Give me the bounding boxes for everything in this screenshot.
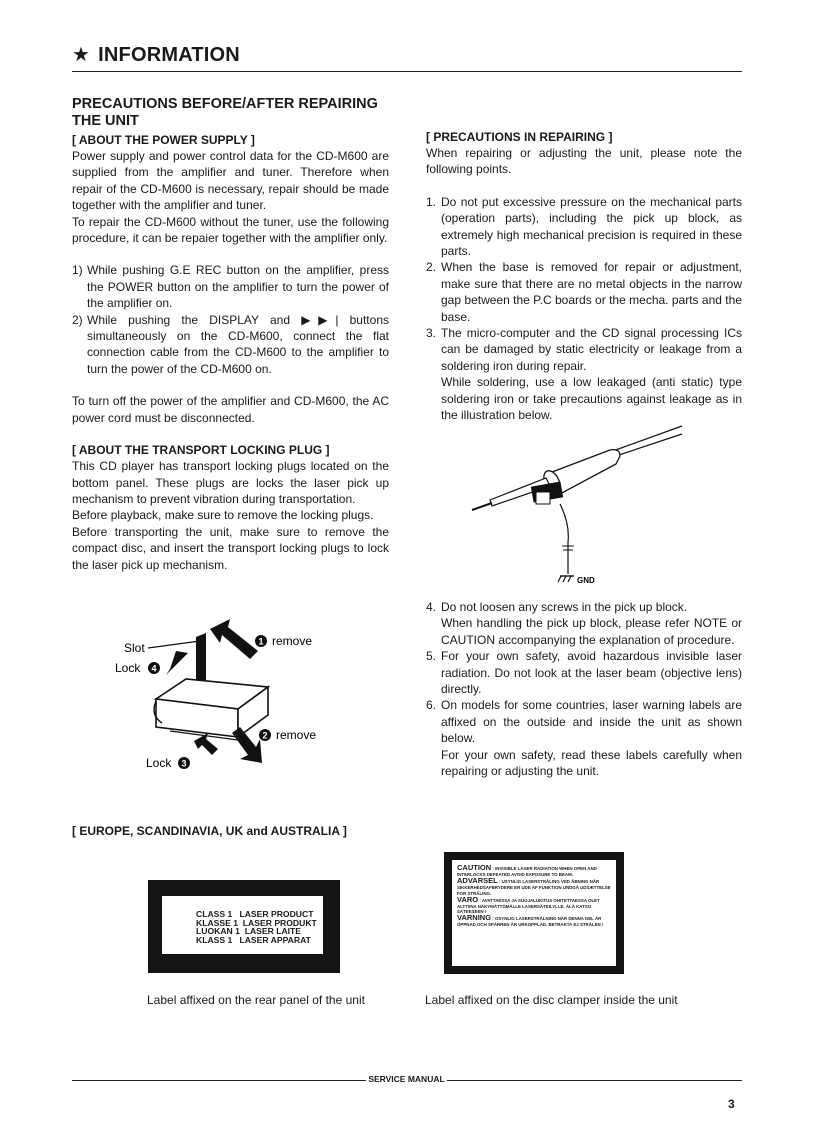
transport-paragraph-2: Before playback, make sure to remove the locking plugs. xyxy=(72,508,374,523)
slot-label: Slot xyxy=(124,641,145,655)
varo-line: VARO : AVATTAESSA JA SUOJALUKITUS OHITETTAESSA OLET ALTTIINA NÄKYMÄTTÖMÄLLE LASERSÄTEILYLLE. ÄLÄ KATSO SÄTEESEEN ! xyxy=(457,894,600,915)
lock-4-label: Lock xyxy=(115,661,141,675)
advarsel-line: ADVARSEL : USYNLIG LASERSTRÅLING VED ÅBNING NÅR SIKKERHEDSAFBRYDERE ER UDE AF FUNKTION UNDGÅ UDSÆTTELSE FOR STRÅLING. xyxy=(457,876,611,896)
section-heading-line1: PRECAUTIONS BEFORE/AFTER REPAIRING xyxy=(72,96,378,112)
lock-3-label: Lock xyxy=(146,756,172,770)
region-heading: [ EUROPE, SCANDINAVIA, UK and AUSTRALIA ] xyxy=(72,824,347,838)
power-paragraph-3: To turn off the power of the amplifier and CD-M600, the AC power cord must be disconnected. xyxy=(72,394,389,425)
remove-1-label: remove xyxy=(272,634,313,648)
disc-clamper-caption: Label affixed on the disc clamper inside the unit xyxy=(425,993,678,1007)
right-column xyxy=(426,129,742,424)
repairing-list-b xyxy=(426,599,742,779)
power-paragraph-2: To repair the CD-M600 without the tuner, use the following procedure, it can be repaier together with the amplifier only. xyxy=(72,214,389,246)
list-item: 1) While pushing G.E REC button on the amplifier, press the POWER button on the amplifier to turn the power of the amplifier on. xyxy=(72,263,389,311)
gnd-label: GND xyxy=(577,576,595,585)
left-column xyxy=(72,96,389,573)
page-number: 3 xyxy=(728,1097,735,1111)
right-column-lower xyxy=(426,599,742,779)
list-item: 4. Do not loosen any screws in the pick up block. When handling the pick up block, please refer NOTE or CAUTION accompanying the explanation of procedure. xyxy=(426,600,742,647)
caution-line: CAUTION : INVISIBLE LASER RADIATION WHEN OPEN AND INTERLOCKS DEFEATED AVOID EXPOSURE TO BEAM. xyxy=(457,863,597,877)
repairing-intro: When repairing or adjusting the unit, please note the following points. xyxy=(426,146,742,177)
class1-label-text: CLASS 1 LASER PRODUCT KLASSE 1 LASER PRODUKT LUOKAN 1 LASER LAITE KLASS 1 LASER APPARAT xyxy=(196,909,317,945)
footer-rule-right xyxy=(447,1080,742,1081)
page-title-text: INFORMATION xyxy=(98,44,240,66)
locking-plug-diagram xyxy=(110,615,340,785)
footer-rule-left xyxy=(72,1080,366,1081)
list-item: 3. The micro-computer and the CD signal processing ICs can be damaged by static electricity or leakage from a soldering iron during repair. While soldering, use a low leakaged (anti static) type soldering iron or take precautions against leakage as in the illustration below. xyxy=(426,326,742,423)
varning-line: VARNING : OSYNLIG LASERSTRÅLNING NÄR DENNA DEL ÄR ÖPPNAD OCH SPÄRREN ÄR URKOPPLAD. BETRAKTA EJ STRÅLEN ! xyxy=(457,913,604,928)
transport-title: [ ABOUT THE TRANSPORT LOCKING PLUG ] xyxy=(72,443,330,458)
step-4-number: 4 xyxy=(151,663,157,674)
transport-paragraph-3: Before transporting the unit, make sure to remove the compact disc, and insert the transport locking plugs to lock the laser pick up mechanism. xyxy=(72,524,389,572)
step-2-number: 2 xyxy=(262,730,268,741)
list-item: 2) While pushing the DISPLAY and ▶▶| buttons simultaneously on the CD-M600, connect the flat connection cable from the CD-M600 to the amplifier to turn the power of the CD-M600 on. xyxy=(72,312,389,376)
transport-paragraph-1: This CD player has transport locking plugs located on the bottom panel. These plugs are locks the laser pick up mechanism to prevent vibration during transportation. xyxy=(72,459,389,506)
star-icon: ★ xyxy=(72,44,91,66)
page-title xyxy=(72,42,240,67)
list-item: 2. When the base is removed for repair or adjustment, make sure that there are no metal objects in the narrow gap between the P.C boards or the mecha. parts and the base. xyxy=(426,260,742,324)
list-item: 6. On models for some countries, laser warning labels are affixed on the outside and inside the unit as shown below. For your own safety, read these labels carefully when repairing or adjusting the unit. xyxy=(426,698,742,779)
repairing-title: [ PRECAUTIONS IN REPAIRING ] xyxy=(426,130,613,144)
step-3-number: 3 xyxy=(181,758,187,769)
power-supply-title: [ ABOUT THE POWER SUPPLY ] xyxy=(72,133,255,147)
class1-laser-label xyxy=(148,880,340,973)
remove-2-label: remove xyxy=(276,728,317,742)
power-paragraph-1: Power supply and power control data for the CD-M600 are supplied from the amplifier and tuner. Therefore when repair of the CD-M600 is necessary, repair should be made together with the amplifier and tuner. xyxy=(72,149,389,213)
footer-text: SERVICE MANUAL xyxy=(368,1074,445,1084)
rear-panel-caption: Label affixed on the rear panel of the unit xyxy=(147,993,365,1007)
list-item: 5. For your own safety, avoid hazardous invisible laser radiation. Do not look at the laser beam (objective lens) directly. xyxy=(426,649,742,697)
list-item: 1. Do not put excessive pressure on the mechanical parts (operation parts), including the pick up block, as extremely high mechanical precision is required in these parts. xyxy=(426,194,742,259)
repairing-list-a xyxy=(426,194,742,424)
section-heading-line2: THE UNIT xyxy=(72,113,139,129)
step-1-number: 1 xyxy=(258,636,264,647)
power-steps xyxy=(72,262,389,377)
header-rule xyxy=(72,71,742,72)
caution-laser-label xyxy=(444,852,624,974)
soldering-iron-illustration xyxy=(460,424,690,590)
